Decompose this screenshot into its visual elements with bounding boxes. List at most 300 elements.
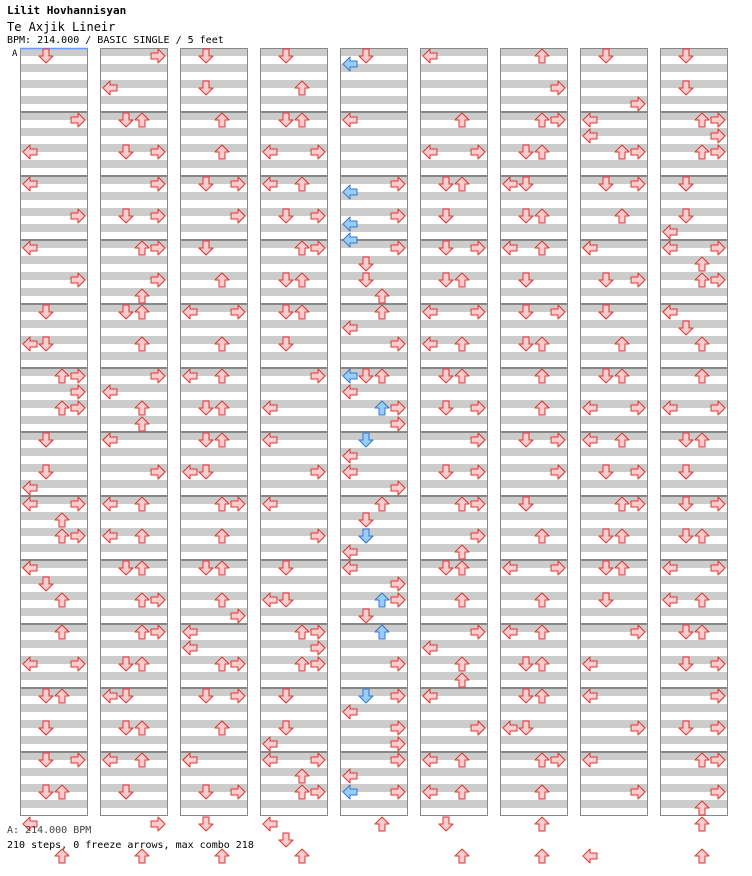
- beat-stripe: [500, 480, 568, 488]
- beat-stripe: [20, 416, 88, 424]
- beat-stripe: [420, 128, 488, 136]
- beat-stripe: [260, 288, 328, 296]
- beat-stripe: [100, 704, 168, 712]
- step-arrow-right: [151, 817, 165, 831]
- beat-stripe: [580, 544, 648, 552]
- beat-stripe: [340, 48, 408, 56]
- beat-stripe: [420, 416, 488, 424]
- beat-stripe: [180, 192, 248, 200]
- beat-stripe: [420, 208, 488, 216]
- beat-stripe: [20, 432, 88, 440]
- beat-stripe: [20, 784, 88, 792]
- beat-stripe: [180, 592, 248, 600]
- beat-stripe: [100, 512, 168, 520]
- beat-stripe: [100, 128, 168, 136]
- beat-stripe: [20, 608, 88, 616]
- beat-stripe: [500, 384, 568, 392]
- beat-stripe: [500, 672, 568, 680]
- beat-stripe: [100, 288, 168, 296]
- step-arrow-up: [295, 849, 309, 863]
- beat-stripe: [20, 464, 88, 472]
- beat-stripe: [500, 496, 568, 504]
- beat-stripe: [180, 272, 248, 280]
- beat-stripe: [20, 96, 88, 104]
- beat-stripe: [580, 640, 648, 648]
- beat-stripe: [20, 80, 88, 88]
- beat-stripe: [660, 192, 728, 200]
- beat-stripe: [420, 480, 488, 488]
- beat-stripe: [100, 784, 168, 792]
- beat-stripe: [340, 512, 408, 520]
- beat-stripe: [660, 336, 728, 344]
- beat-stripe: [100, 320, 168, 328]
- beat-stripe: [580, 768, 648, 776]
- beat-stripe: [420, 368, 488, 376]
- beat-stripe: [100, 768, 168, 776]
- beat-stripe: [180, 560, 248, 568]
- beat-stripe: [100, 336, 168, 344]
- beat-stripe: [500, 576, 568, 584]
- beat-stripe: [340, 352, 408, 360]
- beat-stripe: [580, 320, 648, 328]
- beat-stripe: [500, 400, 568, 408]
- beat-stripe: [340, 272, 408, 280]
- beat-stripe: [500, 352, 568, 360]
- beat-stripe: [100, 160, 168, 168]
- beat-stripe: [260, 720, 328, 728]
- beat-stripe: [20, 592, 88, 600]
- step-arrow-up: [375, 817, 389, 831]
- beat-stripe: [260, 128, 328, 136]
- bpm-legend: A: 214.000 BPM: [7, 825, 92, 836]
- step-arrow-up: [55, 849, 69, 863]
- beat-stripe: [20, 304, 88, 312]
- beat-stripe: [180, 144, 248, 152]
- beat-stripe: [260, 560, 328, 568]
- beat-stripe: [340, 624, 408, 632]
- beat-stripe: [100, 656, 168, 664]
- song-title: Te Axjik Lineir: [7, 20, 116, 34]
- step-stats: 210 steps, 0 freeze arrows, max combo 218: [7, 840, 254, 851]
- beat-stripe: [660, 608, 728, 616]
- beat-stripe: [500, 448, 568, 456]
- step-arrow-down: [279, 833, 293, 847]
- beat-stripe: [180, 320, 248, 328]
- beat-stripe: [660, 320, 728, 328]
- chart-column: [500, 48, 568, 816]
- beat-stripe: [500, 368, 568, 376]
- beat-stripe: [180, 736, 248, 744]
- beat-stripe: [420, 768, 488, 776]
- beat-stripe: [580, 80, 648, 88]
- beat-stripe: [420, 704, 488, 712]
- beat-stripe: [660, 544, 728, 552]
- beat-stripe: [500, 704, 568, 712]
- beat-stripe: [260, 688, 328, 696]
- beat-stripe: [100, 304, 168, 312]
- beat-stripe: [660, 48, 728, 56]
- beat-stripe: [100, 672, 168, 680]
- beat-stripe: [260, 544, 328, 552]
- beat-stripe: [260, 672, 328, 680]
- beat-stripe: [20, 640, 88, 648]
- beat-stripe: [340, 304, 408, 312]
- beat-stripe: [580, 304, 648, 312]
- beat-stripe: [180, 128, 248, 136]
- beat-stripe: [580, 368, 648, 376]
- beat-stripe: [20, 448, 88, 456]
- beat-stripe: [20, 160, 88, 168]
- beat-stripe: [500, 528, 568, 536]
- beat-stripe: [420, 592, 488, 600]
- beat-stripe: [20, 672, 88, 680]
- beat-stripe: [20, 192, 88, 200]
- beat-stripe: [20, 64, 88, 72]
- beat-stripe: [340, 672, 408, 680]
- beat-stripe: [420, 544, 488, 552]
- beat-stripe: [580, 800, 648, 808]
- beat-stripe: [20, 720, 88, 728]
- beat-stripe: [420, 736, 488, 744]
- beat-stripe: [660, 80, 728, 88]
- beat-stripe: [500, 736, 568, 744]
- beat-stripe: [340, 256, 408, 264]
- beat-stripe: [500, 128, 568, 136]
- beat-stripe: [180, 240, 248, 248]
- beat-stripe: [420, 272, 488, 280]
- beat-stripe: [180, 48, 248, 56]
- beat-stripe: [260, 256, 328, 264]
- beat-stripe: [580, 560, 648, 568]
- beat-stripe: [580, 592, 648, 600]
- step-arrow-down: [439, 817, 453, 831]
- beat-stripe: [660, 768, 728, 776]
- beat-stripe: [180, 80, 248, 88]
- beat-stripe: [660, 288, 728, 296]
- beat-stripe: [580, 64, 648, 72]
- beat-stripe: [660, 368, 728, 376]
- beat-stripe: [100, 224, 168, 232]
- beat-stripe: [500, 256, 568, 264]
- beat-stripe: [180, 576, 248, 584]
- beat-stripe: [260, 416, 328, 424]
- beat-stripe: [500, 768, 568, 776]
- beat-stripe: [660, 640, 728, 648]
- beat-stripe: [500, 608, 568, 616]
- step-arrow-up: [695, 849, 709, 863]
- beat-stripe: [180, 672, 248, 680]
- beat-stripe: [340, 640, 408, 648]
- beat-stripe: [100, 352, 168, 360]
- beat-stripe: [260, 608, 328, 616]
- beat-stripe: [580, 576, 648, 584]
- bpm-marker-label: A: [12, 49, 18, 59]
- step-arrow-up: [135, 849, 149, 863]
- beat-stripe: [420, 160, 488, 168]
- beat-stripe: [100, 400, 168, 408]
- beat-stripe: [660, 256, 728, 264]
- beat-stripe: [660, 432, 728, 440]
- beat-stripe: [580, 672, 648, 680]
- beat-stripe: [660, 576, 728, 584]
- beat-stripe: [180, 160, 248, 168]
- beat-stripe: [20, 512, 88, 520]
- beat-stripe: [420, 256, 488, 264]
- beat-stripe: [580, 352, 648, 360]
- beat-stripe: [660, 384, 728, 392]
- beat-stripe: [660, 176, 728, 184]
- beat-stripe: [660, 480, 728, 488]
- beat-stripe: [260, 304, 328, 312]
- beat-stripe: [340, 288, 408, 296]
- beat-stripe: [180, 112, 248, 120]
- beat-stripe: [420, 656, 488, 664]
- beat-stripe: [580, 160, 648, 168]
- beat-stripe: [580, 528, 648, 536]
- beat-stripe: [420, 448, 488, 456]
- step-arrow-up: [215, 849, 229, 863]
- beat-stripe: [20, 736, 88, 744]
- step-arrow-left: [583, 849, 597, 863]
- beat-stripe: [180, 416, 248, 424]
- beat-stripe: [580, 288, 648, 296]
- beat-stripe: [500, 592, 568, 600]
- beat-stripe: [260, 224, 328, 232]
- beat-stripe: [420, 224, 488, 232]
- beat-stripe: [660, 528, 728, 536]
- beat-stripe: [260, 336, 328, 344]
- beat-stripe: [340, 496, 408, 504]
- beat-stripe: [20, 576, 88, 584]
- beat-stripe: [660, 64, 728, 72]
- beat-stripe: [20, 320, 88, 328]
- beat-stripe: [580, 208, 648, 216]
- beat-stripe: [340, 144, 408, 152]
- beat-stripe: [660, 448, 728, 456]
- beat-stripe: [420, 64, 488, 72]
- beat-stripe: [660, 352, 728, 360]
- beat-stripe: [580, 736, 648, 744]
- step-arrow-up: [455, 849, 469, 863]
- artist-name: Lilit Hovhannisyan: [7, 4, 127, 17]
- beat-stripe: [340, 528, 408, 536]
- step-arrow-up: [535, 849, 549, 863]
- beat-stripe: [420, 320, 488, 328]
- beat-stripe: [500, 784, 568, 792]
- beat-stripe: [420, 384, 488, 392]
- beat-stripe: [420, 576, 488, 584]
- beat-stripe: [20, 224, 88, 232]
- step-arrow-up: [535, 817, 549, 831]
- beat-stripe: [500, 96, 568, 104]
- beat-stripe: [100, 112, 168, 120]
- beat-stripe: [420, 80, 488, 88]
- beat-stripe: [580, 256, 648, 264]
- beat-stripe: [100, 544, 168, 552]
- beat-stripe: [260, 704, 328, 712]
- beat-stripe: [420, 192, 488, 200]
- beat-stripe: [660, 416, 728, 424]
- beat-stripe: [180, 768, 248, 776]
- beat-stripe: [100, 640, 168, 648]
- beat-stripe: [260, 96, 328, 104]
- beat-stripe: [260, 160, 328, 168]
- beat-stripe: [100, 448, 168, 456]
- beat-stripe: [580, 192, 648, 200]
- beat-stripe: [500, 272, 568, 280]
- beat-stripe: [340, 608, 408, 616]
- beat-stripe: [180, 336, 248, 344]
- beat-stripe: [260, 768, 328, 776]
- beat-stripe: [180, 800, 248, 808]
- beat-stripe: [660, 672, 728, 680]
- beat-stripe: [500, 544, 568, 552]
- beat-stripe: [260, 192, 328, 200]
- beat-stripe: [500, 144, 568, 152]
- beat-stripe: [340, 128, 408, 136]
- beat-stripe: [180, 512, 248, 520]
- step-arrow-left: [263, 817, 277, 831]
- beat-stripe: [180, 256, 248, 264]
- beat-stripe: [20, 544, 88, 552]
- step-arrow-down: [199, 817, 213, 831]
- beat-stripe: [20, 256, 88, 264]
- beat-stripe: [20, 128, 88, 136]
- beat-stripe: [660, 736, 728, 744]
- beat-stripe: [500, 640, 568, 648]
- beat-stripe: [180, 544, 248, 552]
- beat-stripe: [100, 560, 168, 568]
- beat-stripe: [420, 608, 488, 616]
- beat-stripe: [180, 448, 248, 456]
- beat-stripe: [340, 160, 408, 168]
- beat-stripe: [580, 704, 648, 712]
- beat-stripe: [420, 288, 488, 296]
- beat-stripe: [180, 480, 248, 488]
- beat-stripe: [180, 400, 248, 408]
- beat-stripe: [500, 224, 568, 232]
- beat-stripe: [20, 288, 88, 296]
- beat-stripe: [260, 512, 328, 520]
- beat-stripe: [580, 448, 648, 456]
- beat-stripe: [20, 688, 88, 696]
- chart-info: BPM: 214.000 / BASIC SINGLE / 5 feet: [7, 35, 224, 46]
- beat-stripe: [500, 512, 568, 520]
- beat-stripe: [580, 416, 648, 424]
- beat-stripe: [420, 96, 488, 104]
- beat-stripe: [420, 176, 488, 184]
- beat-stripe: [500, 288, 568, 296]
- beat-stripe: [260, 480, 328, 488]
- beat-stripe: [500, 192, 568, 200]
- beat-stripe: [180, 352, 248, 360]
- beat-stripe: [660, 208, 728, 216]
- beat-stripe: [260, 448, 328, 456]
- beat-stripe: [180, 704, 248, 712]
- beat-stripe: [420, 800, 488, 808]
- beat-stripe: [500, 160, 568, 168]
- beat-stripe: [100, 800, 168, 808]
- beat-stripe: [180, 528, 248, 536]
- beat-stripe: [20, 768, 88, 776]
- beat-stripe: [340, 80, 408, 88]
- beat-stripe: [260, 352, 328, 360]
- beat-stripe: [100, 96, 168, 104]
- beat-stripe: [660, 800, 728, 808]
- beat-stripe: [660, 624, 728, 632]
- beat-stripe: [500, 688, 568, 696]
- beat-stripe: [100, 608, 168, 616]
- beat-stripe: [260, 112, 328, 120]
- beat-stripe: [100, 192, 168, 200]
- beat-stripe: [260, 272, 328, 280]
- beat-stripe: [100, 576, 168, 584]
- beat-stripe: [500, 336, 568, 344]
- beat-stripe: [500, 416, 568, 424]
- chart-column: [260, 48, 328, 816]
- beat-stripe: [580, 224, 648, 232]
- beat-stripe: [100, 720, 168, 728]
- chart-column: [20, 48, 88, 816]
- beat-stripe: [180, 288, 248, 296]
- beat-stripe: [180, 96, 248, 104]
- beat-stripe: [20, 704, 88, 712]
- beat-stripe: [260, 576, 328, 584]
- beat-stripe: [580, 512, 648, 520]
- step-arrow-up: [695, 817, 709, 831]
- beat-stripe: [20, 624, 88, 632]
- beat-stripe: [260, 64, 328, 72]
- beat-stripe: [340, 800, 408, 808]
- beat-stripe: [180, 432, 248, 440]
- beat-stripe: [260, 384, 328, 392]
- beat-stripe: [660, 96, 728, 104]
- beat-stripe: [660, 160, 728, 168]
- beat-stripe: [340, 432, 408, 440]
- beat-stripe: [20, 800, 88, 808]
- beat-stripe: [580, 608, 648, 616]
- beat-stripe: [340, 96, 408, 104]
- beat-stripe: [260, 800, 328, 808]
- beat-stripe: [260, 320, 328, 328]
- beat-stripe: [500, 64, 568, 72]
- beat-stripe: [500, 656, 568, 664]
- beat-stripe: [180, 384, 248, 392]
- beat-stripe: [580, 48, 648, 56]
- beat-stripe: [180, 64, 248, 72]
- beat-stripe: [580, 384, 648, 392]
- beat-stripe: [180, 720, 248, 728]
- beat-stripe: [500, 48, 568, 56]
- beat-stripe: [660, 512, 728, 520]
- beat-stripe: [580, 336, 648, 344]
- beat-stripe: [420, 112, 488, 120]
- beat-stripe: [500, 320, 568, 328]
- beat-stripe: [20, 352, 88, 360]
- beat-stripe: [180, 224, 248, 232]
- beat-stripe: [500, 208, 568, 216]
- beat-stripe: [260, 48, 328, 56]
- beat-stripe: [100, 416, 168, 424]
- beat-stripe: [420, 512, 488, 520]
- beat-stripe: [420, 672, 488, 680]
- beat-stripe: [500, 800, 568, 808]
- beat-stripe: [420, 352, 488, 360]
- beat-stripe: [100, 736, 168, 744]
- beat-stripe: [100, 256, 168, 264]
- beat-stripe: [580, 480, 648, 488]
- beat-stripe: [660, 704, 728, 712]
